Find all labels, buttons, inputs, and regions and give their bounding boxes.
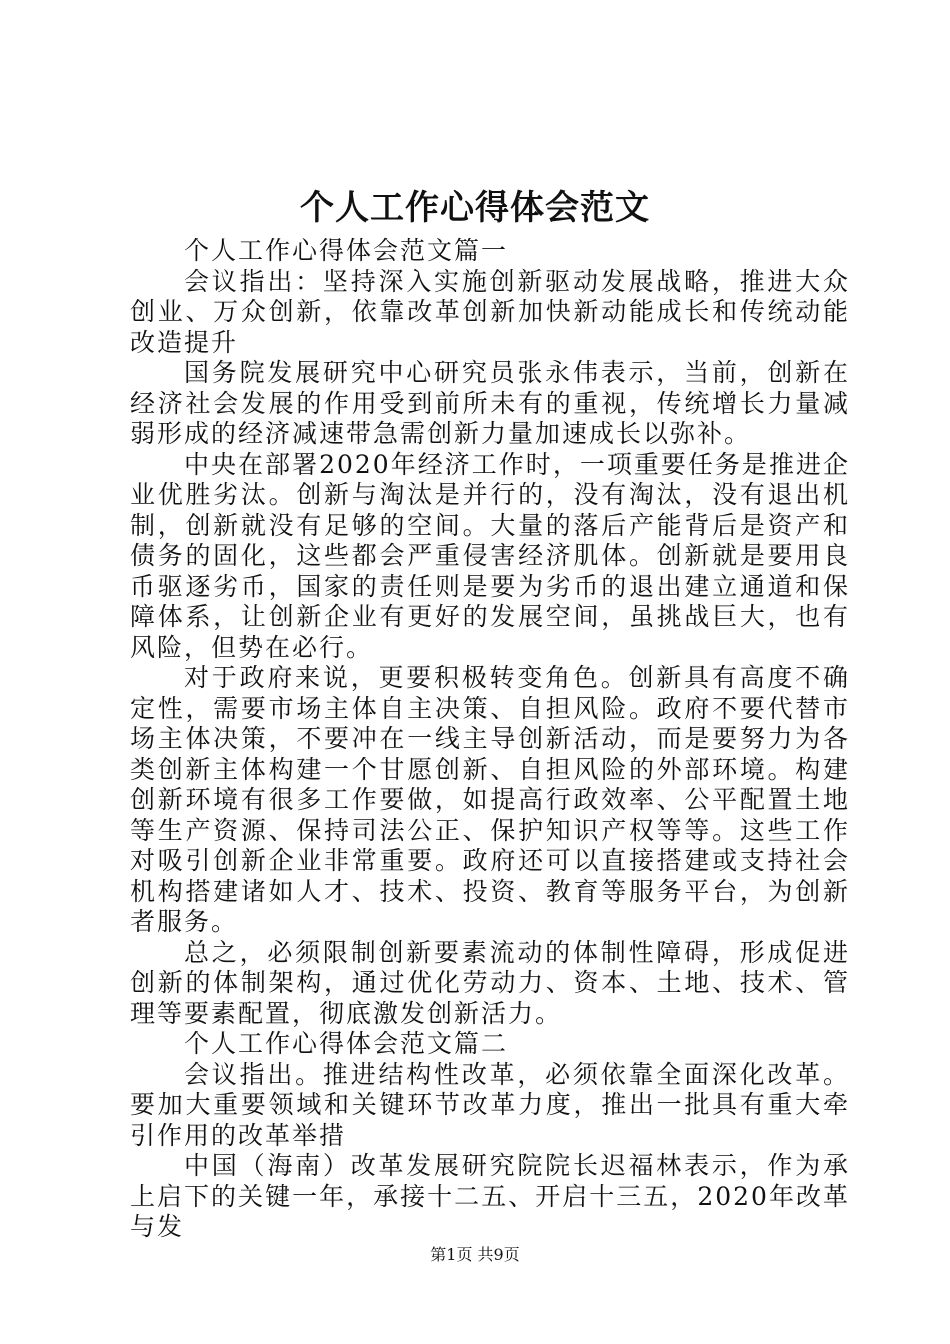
paragraph: 中央在部署2020年经济工作时，一项重要任务是推进企业优胜劣汰。创新与淘汰是并行的，没有淘汰，没有退出机制，创新就没有足够的空间。大量的落后产能背后是资产和债务的固化，这些都会严重侵害经济肌体。创新就是要用良币驱逐劣币，国家的责任则是要为劣币的退出建立通道和保障体系，让创新企业有更好的发展空间，虽挑战巨大，也有风险，但势在必行。 bbox=[130, 449, 850, 662]
paragraph: 会议指出：坚持深入实施创新驱动发展战略，推进大众创业、万众创新，依靠改革创新加快新动能成长和传统动能改造提升 bbox=[130, 266, 850, 357]
section-heading-1: 个人工作心得体会范文篇一 bbox=[184, 236, 509, 265]
paragraph: 对于政府来说，更要积极转变角色。创新具有高度不确定性，需要市场主体自主决策、自担风险。政府不要代替市场主体决策，不要冲在一线主导创新活动，而是要努力为各类创新主体构建一个甘愿创新、自担风险的外部环境。构建创新环境有很多工作要做，如提高行政效率、公平配置土地等生产资源、保持司法公正、保护知识产权等等。这些工作对吸引创新企业非常重要。政府还可以直接搭建或支持社会机构搭建诸如人才、技术、投资、教育等服务平台，为创新者服务。 bbox=[130, 663, 850, 936]
paragraph: 国务院发展研究中心研究员张永伟表示，当前，创新在经济社会发展的作用受到前所未有的重视，传统增长力量减弱形成的经济减速带急需创新力量加速成长以弥补。 bbox=[130, 358, 850, 448]
document-title: 个人工作心得体会范文 bbox=[300, 188, 650, 228]
page-number-footer: 第1页 共9页 bbox=[430, 1245, 520, 1264]
section-heading-2: 个人工作心得体会范文篇二 bbox=[184, 1029, 509, 1058]
paragraph: 总之，必须限制创新要素流动的体制性障碍，形成促进创新的体制架构，通过优化劳动力、资本、土地、技术、管理等要素配置，彻底激发创新活力。 bbox=[130, 937, 850, 1028]
paragraph: 中国（海南）改革发展研究院院长迟福林表示，作为承上启下的关键一年，承接十二五、开启十三五，2020年改革与发 bbox=[130, 1151, 850, 1241]
paragraph: 会议指出。推进结构性改革，必须依靠全面深化改革。要加大重要领域和关键环节改革力度，推出一批具有重大牵引作用的改革举措 bbox=[130, 1059, 850, 1150]
document-body bbox=[130, 236, 850, 1243]
